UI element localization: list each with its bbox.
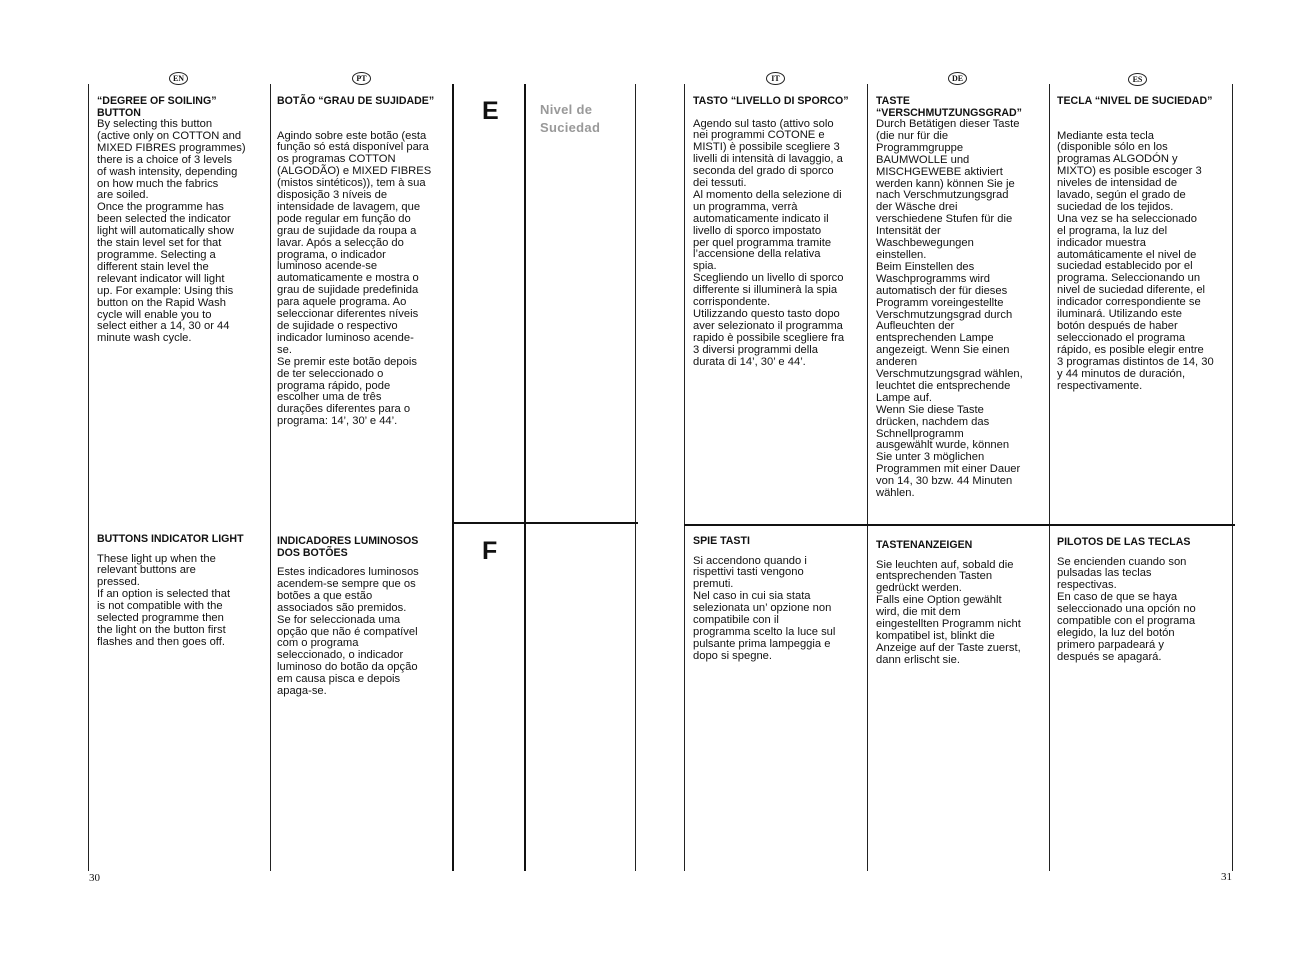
- column-rule: [524, 84, 526, 871]
- section-body: Si accendono quando i rispettivi tasti vengono premuti. Nel caso in cui sia stata selezionata un’ opzione non compatibile con il programma scelto la luce sul pulsante prima lampeggia e dopo si spegne.: [693, 554, 836, 662]
- section-body: Estes indicadores luminosos acendem-se sempre que os botões a que estão associados são premidos. Se for seleccionada uma opção que não é compatível com o programa seleccionado, o indicador luminoso do botão da opção em causa pisca e depois apaga-se.: [277, 566, 419, 698]
- section-body: By selecting this button (active only on COTTON and MIXED FIBRES programmes) there is a choice of 3 levels of wash intensity, depending on how much the fabrics are soiled. Once the programme has been selected the indicator light will automatically show the stain level set for that programme. Selecting a different stain level the relevant indicator will light up. For example: Using this button on the Rapid Wash cycle will enable you to select either a 14, 30 or 44 minute wash cycle.: [97, 118, 246, 345]
- de-tastenanzeigen: [876, 540, 1048, 667]
- column-rule: [635, 84, 636, 871]
- section-side-title: Nivel de Suciedad: [540, 102, 601, 135]
- section-body: Se encienden cuando son pulsadas las teclas respectivas. En caso de que se haya seleccionado una opción no compatible con el programa elegido, la luz del botón primero parpadeará y después se apagará.: [1057, 555, 1196, 663]
- section-letter-e: E: [482, 97, 499, 125]
- column-rule: [867, 84, 868, 871]
- language-badge-it: IT: [766, 72, 785, 85]
- it-livello-di-sporco: [693, 96, 865, 369]
- en-buttons-indicator-light: [97, 534, 267, 649]
- language-badge-en: EN: [169, 72, 188, 85]
- column-rule: [1232, 84, 1233, 871]
- section-heading: “DEGREE OF SOILING” BUTTON: [97, 95, 217, 119]
- section-heading: TASTENANZEIGEN: [876, 539, 973, 551]
- section-rule: [684, 524, 1235, 526]
- section-heading: TASTO “LIVELLO DI SPORCO”: [693, 95, 849, 107]
- column-rule: [1049, 84, 1050, 871]
- es-nivel-de-suciedad: [1057, 96, 1231, 392]
- section-heading: TECLA “NIVEL DE SUCIEDAD”: [1057, 95, 1213, 107]
- section-body: Mediante esta tecla (disponible sólo en los programas ALGODÓN y MIXTO) es posible escoger 3 niveles de intensidad de lavado, según el grado de suciedad de los tejidos. Una vez se ha seleccionado el programa, la luz del indicador muestra automáticamente el nivel de suciedad establecido por el programa. Seleccionando un nivel de suciedad diferente, el indicador correspondiente se iluminará. Utilizando este botón después de haber seleccionado el programa rápido, es posible elegir entre 3 programas distintos de 14, 30 y 44 minutos de duración, respectivamente.: [1057, 129, 1214, 392]
- section-heading: BOTÃO “GRAU DE SUJIDADE”: [277, 95, 435, 107]
- language-badge-de: DE: [948, 72, 967, 85]
- page-number-right: 31: [1221, 871, 1232, 883]
- de-verschmutzungsgrad: [876, 96, 1048, 500]
- section-heading: TASTE “VERSCHMUTZUNGSGRAD”: [876, 95, 1022, 119]
- language-badge-pt: PT: [352, 72, 371, 85]
- pt-grau-de-sujidade: [277, 96, 451, 428]
- page-number-left: 30: [89, 872, 100, 884]
- section-heading: SPIE TASTI: [693, 535, 750, 547]
- it-spie-tasti: [693, 536, 865, 663]
- section-body: Agendo sul tasto (attivo solo nei programmi COTONE e MISTI) è possibile scegliere 3 livelli di intensità di lavaggio, a seconda del grado di sporco dei tessuti. Al momento della selezione di un programma, verrà automaticamente indicato il livello di sporco impostato per quel programma tramite l’accensione della relativa spia. Scegliendo un livello di sporco differente si illuminerà la spia corrispondente. Utilizzando questo tasto dopo aver selezionato il programma rapido è possibile scegliere fra 3 diversi programmi della durata di 14’, 30’ e 44’.: [693, 117, 845, 368]
- section-body: These light up when the relevant buttons are pressed. If an option is selected that is not compatible with the selected programme then the light on the button first flashes and then goes off.: [97, 552, 231, 648]
- language-badge-es: ES: [1128, 73, 1147, 86]
- section-letter-f: F: [482, 537, 498, 565]
- section-heading: BUTTONS INDICATOR LIGHT: [97, 533, 244, 545]
- column-rule: [88, 84, 89, 871]
- pt-indicadores-luminosos: [277, 536, 451, 698]
- column-rule: [684, 84, 685, 871]
- section-heading: INDICADORES LUMINOSOS DOS BOTÕES: [277, 535, 419, 559]
- column-rule: [452, 84, 454, 871]
- section-heading: PILOTOS DE LAS TECLAS: [1057, 536, 1191, 548]
- section-rule: [452, 522, 638, 524]
- section-body: Agindo sobre este botão (esta função só está disponível para os programas COTTON (ALGODÃO) e MIXED FIBRES (mistos sintéticos)), tem à sua disposição 3 níveis de intensidade de lavagem, que pode regular em função do grau de sujidade da roupa a lavar. Após a selecção do programa, o indicador luminoso acende-se automaticamente e mostra o grau de sujidade predefinida para aquele programa. Ao seleccionar diferentes níveis de sujidade o respectivo indicador luminoso acende- se. Se premir este botão depois de ter seleccionado o programa rápido, pode escolher uma de três durações diferentes para o programa: 14’, 30’ e 44’.: [277, 129, 432, 428]
- section-body: Sie leuchten auf, sobald die entsprechenden Tasten gedrückt werden. Falls eine Option gewählt wird, die mit dem eingestellten Programm nicht kompatibel ist, blinkt die Anzeige auf der Taste zuerst, dann erlischt sie.: [876, 558, 1021, 666]
- section-body: Durch Betätigen dieser Taste (die nur für die Programmgruppe BAUMWOLLE und MISCHGEWEBE aktiviert werden kann) können Sie je nach Verschmutzungsgrad der Wäsche drei verschiedene Stufen für die Intensität der Waschbewegungen einstellen. Beim Einstellen des Waschprogramms wird automatisch der für dieses Programm voreingestellte Verschmutzungsgrad durch Aufleuchten der entsprechenden Lampe angezeigt. Wenn Sie einen anderen Verschmutzungsgrad wählen, leuchtet die entsprechende Lampe auf. Wenn Sie diese Taste drücken, nachdem das Schnellprogramm ausgewählt wurde, können Sie unter 3 möglichen Programmen mit einer Dauer von 14, 30 bzw. 44 Minuten wählen.: [876, 118, 1023, 500]
- es-pilotos-de-las-teclas: [1057, 537, 1231, 664]
- en-degree-of-soiling: [97, 96, 267, 345]
- column-rule: [270, 84, 271, 871]
